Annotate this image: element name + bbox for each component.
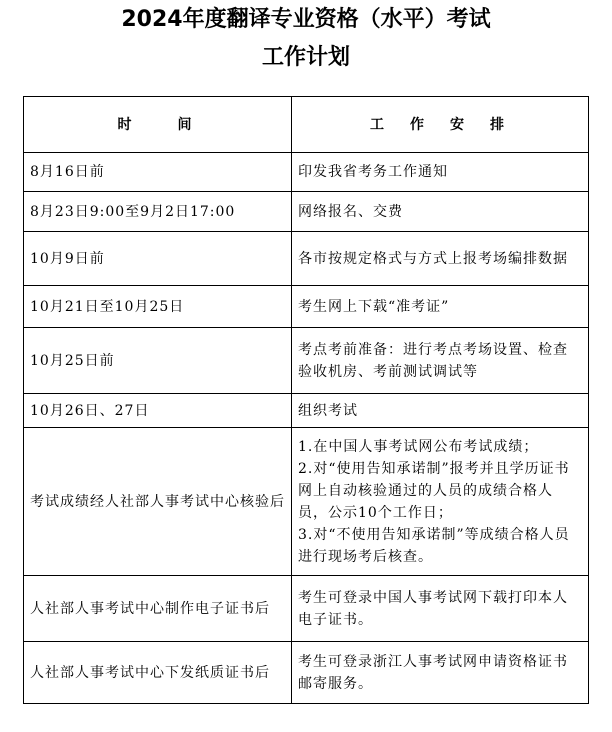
table-header-row — [24, 97, 589, 153]
row-time: 10月26日、27日 — [24, 394, 292, 428]
row-time: 10月9日前 — [24, 232, 292, 286]
table-row — [24, 394, 589, 428]
row-task: 各市按规定格式与方式上报考场编排数据 — [292, 232, 589, 286]
table-row — [24, 232, 589, 286]
document-title: 2024年度翻译专业资格（水平）考试 — [121, 7, 491, 32]
row-time: 8月16日前 — [24, 153, 292, 192]
row-task — [292, 428, 589, 576]
table-row — [24, 576, 589, 642]
row-task: 考生可登录中国人事考试网下载打印本人电子证书。 — [292, 576, 589, 642]
table-row — [24, 286, 589, 328]
row-task: 考生可登录浙江人事考试网申请资格证书邮寄服务。 — [292, 642, 589, 704]
task-item: 3.对“不使用告知承诺制”等成绩合格人员进行现场考后核查。 — [298, 526, 570, 565]
row-time: 8月23日9:00至9月2日17:00 — [24, 192, 292, 232]
row-time: 10月21日至10月25日 — [24, 286, 292, 328]
row-time: 考试成绩经人社部人事考试中心核验后 — [24, 428, 292, 576]
task-item: 1.在中国人事考试网公布考试成绩； — [298, 438, 539, 455]
row-task: 考点考前准备：进行考点考场设置、检查验收机房、考前测试调试等 — [292, 328, 589, 394]
row-task: 组织考试 — [292, 394, 589, 428]
table-row — [24, 192, 589, 232]
table-row — [24, 428, 589, 576]
row-time: 人社部人事考试中心下发纸质证书后 — [24, 642, 292, 704]
row-time: 人社部人事考试中心制作电子证书后 — [24, 576, 292, 642]
row-time: 10月25日前 — [24, 328, 292, 394]
document-subtitle: 工作计划 — [261, 45, 350, 70]
table-row — [24, 328, 589, 394]
row-task: 印发我省考务工作通知 — [292, 153, 589, 192]
table-row — [24, 642, 589, 704]
table-row — [24, 153, 589, 192]
task-item: 2.对“使用告知承诺制”报考并且学历证书网上自动核验通过的人员的成绩合格人员，公示10个工作日； — [298, 460, 570, 521]
header-task: 工 作 安 排 — [292, 97, 589, 153]
row-task: 考生网上下载“准考证” — [292, 286, 589, 328]
row-task: 网络报名、交费 — [292, 192, 589, 232]
work-plan-table — [23, 96, 589, 704]
header-time: 时 间 — [24, 97, 292, 153]
